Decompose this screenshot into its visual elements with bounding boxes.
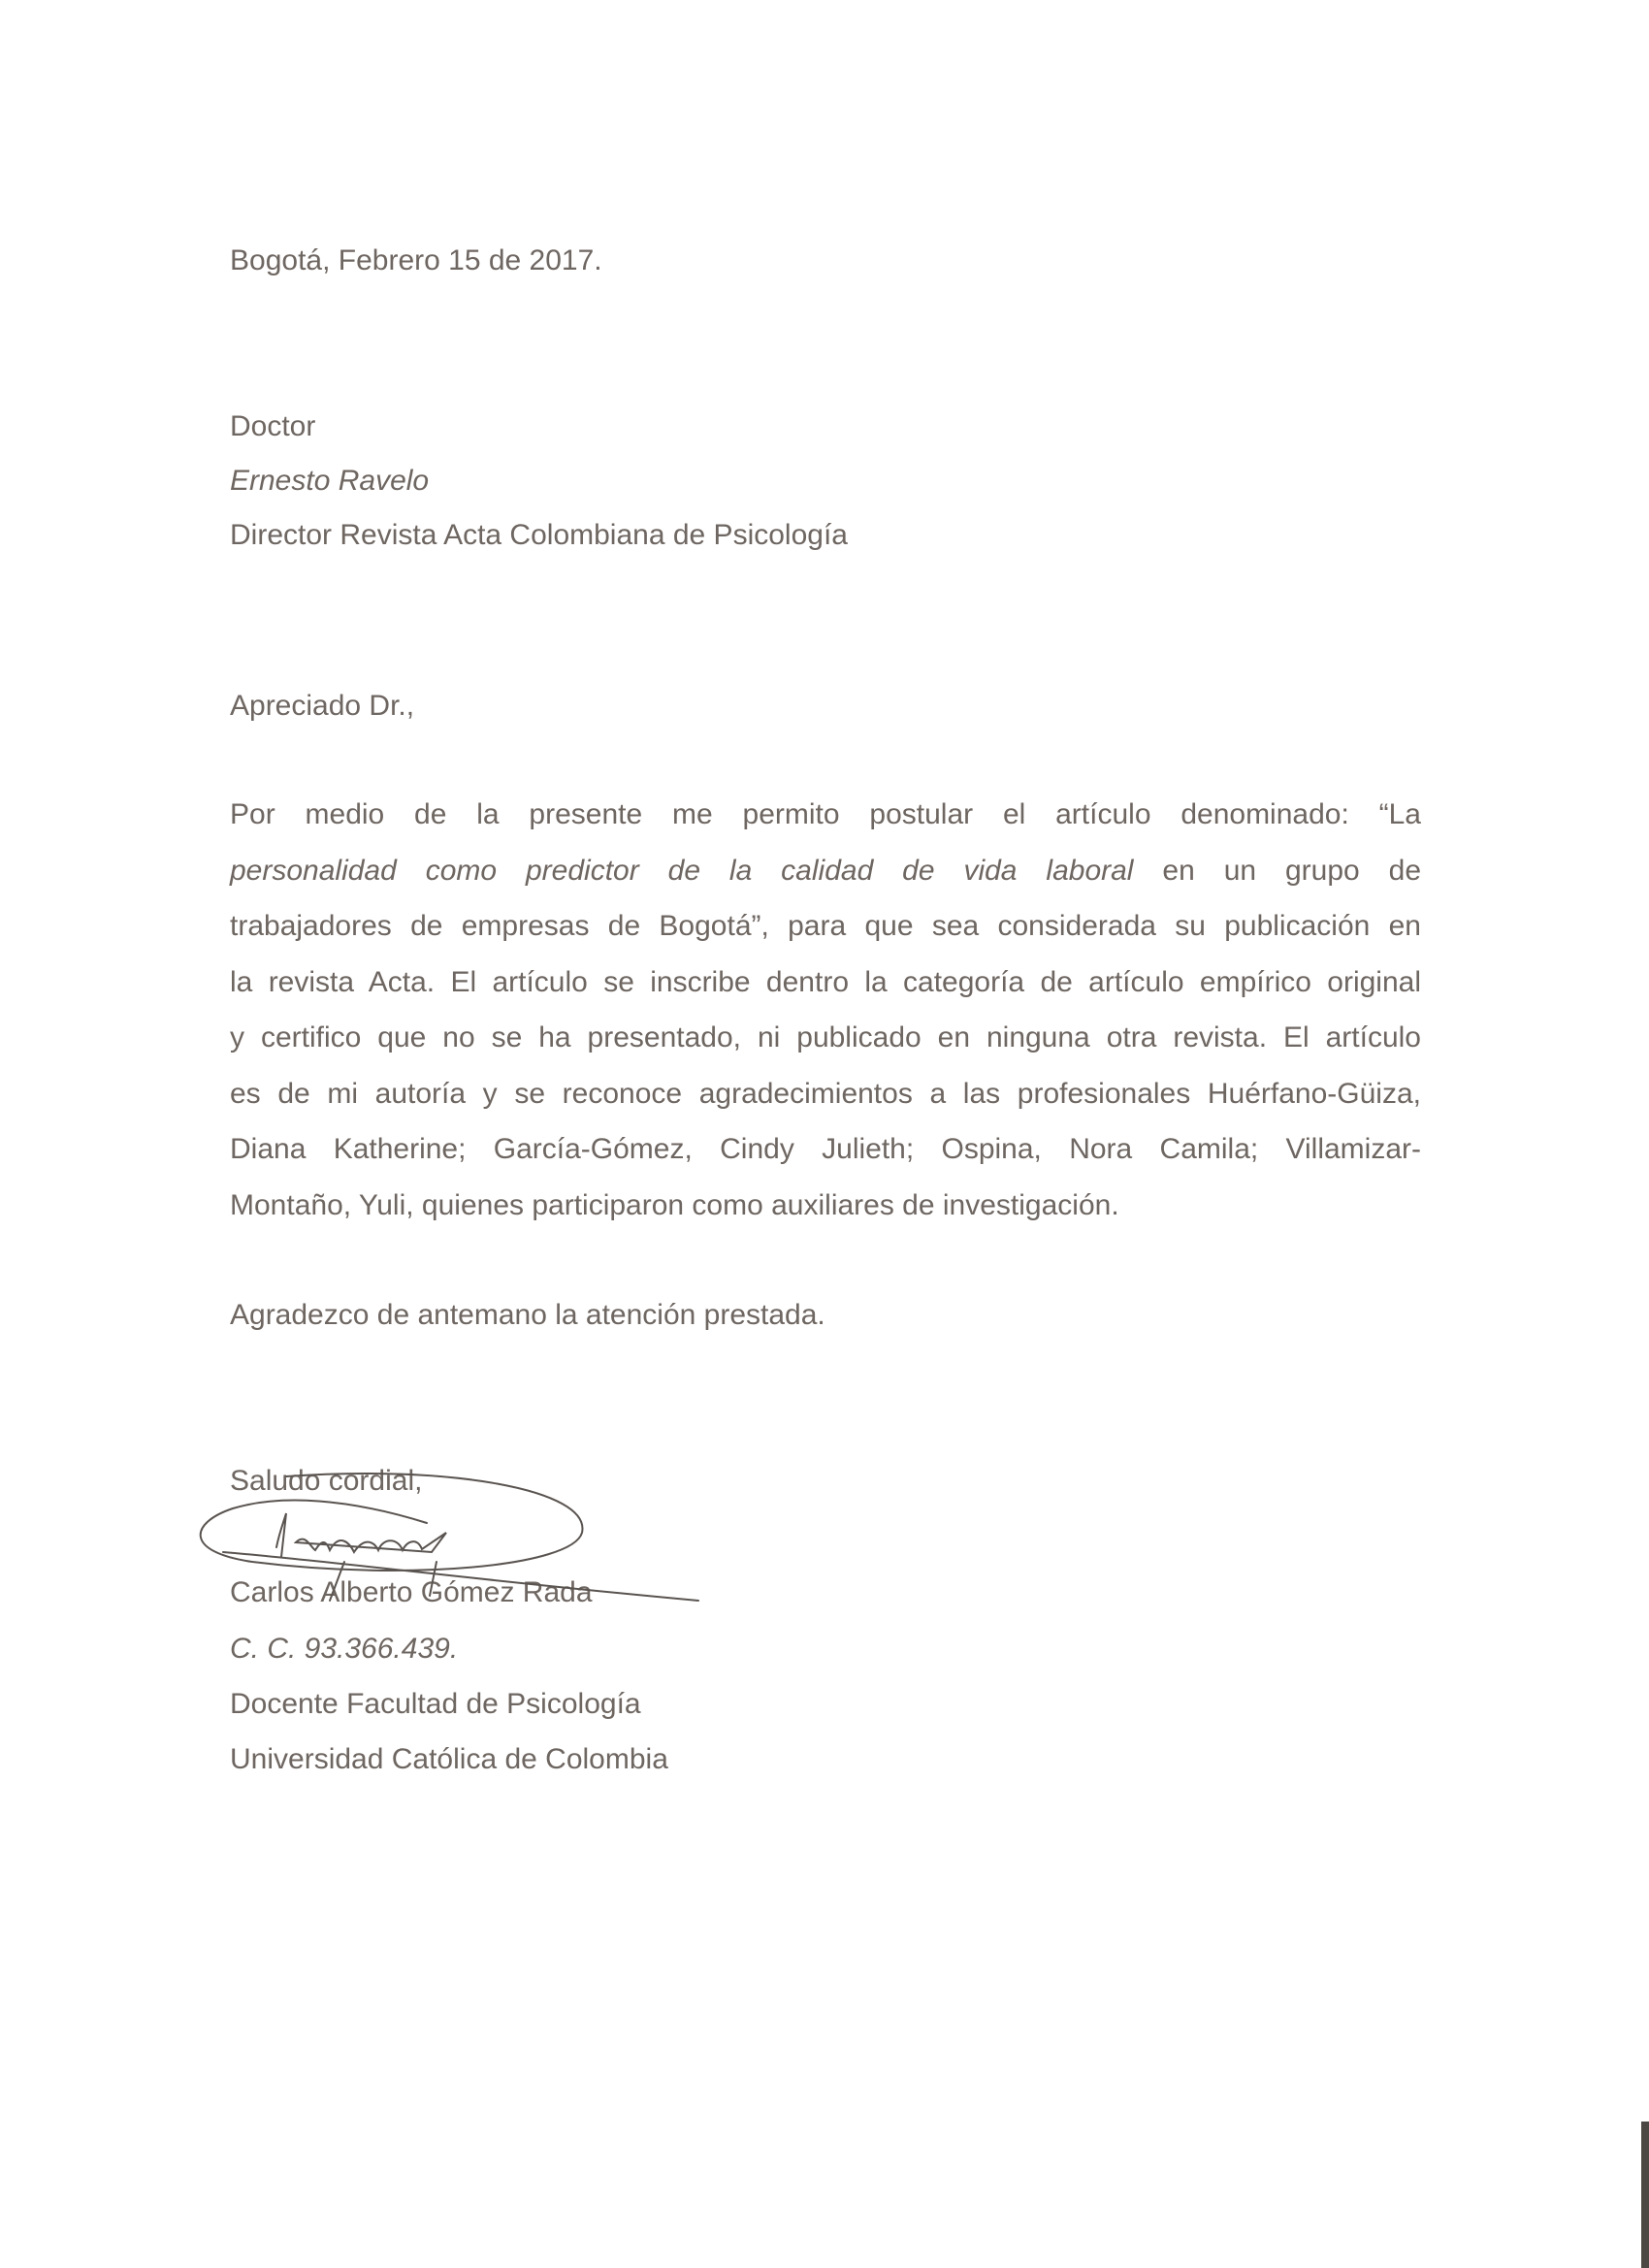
body-row-tail: en un grupo de [1162,854,1421,887]
scan-edge-artifact [1641,2122,1649,2268]
body-paragraph [230,787,1421,1233]
body-row: Diana Katherine; García-Gómez, Cindy Julieth; Ospina, Nora Camila; Villamizar- [230,1133,1421,1165]
body-row: Por medio de la presente me permito postular el artículo denominado: “La [230,798,1421,830]
recipient-name: Ernesto Ravelo [230,465,430,497]
signer-id: C. C. 93.366.439. [230,1633,459,1665]
date-line: Bogotá, Febrero 15 de 2017. [230,244,602,276]
body-row: la revista Acta. El artículo se inscribe dentro la categoría de artículo empírico original [230,965,1421,998]
closing-thanks: Agradezco de antemano la atención prestada. [230,1299,825,1331]
body-row: y certifico que no se ha presentado, ni publicado en ninguna otra revista. El artículo [230,1021,1421,1053]
recipient-position: Director Revista Acta Colombiana de Psicología [230,519,848,551]
article-title-italic: personalidad como predictor de la calidad de vida laboral [230,854,1134,887]
recipient-title: Doctor [230,410,316,442]
body-row: Montaño, Yuli, quienes participaron como auxiliares de investigación. [230,1188,1119,1221]
signer-position: Docente Facultad de Psicología [230,1688,641,1720]
signer-institution: Universidad Católica de Colombia [230,1743,668,1775]
closing: Saludo cordial, [230,1465,423,1497]
body-row [230,843,1421,899]
body-row: es de mi autoría y se reconoce agradecimientos a las profesionales Huérfano-Güiza, [230,1077,1421,1110]
signer-name: Carlos Alberto Gómez Rada [230,1576,593,1608]
body-row: trabajadores de empresas de Bogotá”, para que sea considerada su publicación en [230,910,1421,942]
signature-name-strokes [276,1513,446,1557]
salutation: Apreciado Dr., [230,690,415,722]
